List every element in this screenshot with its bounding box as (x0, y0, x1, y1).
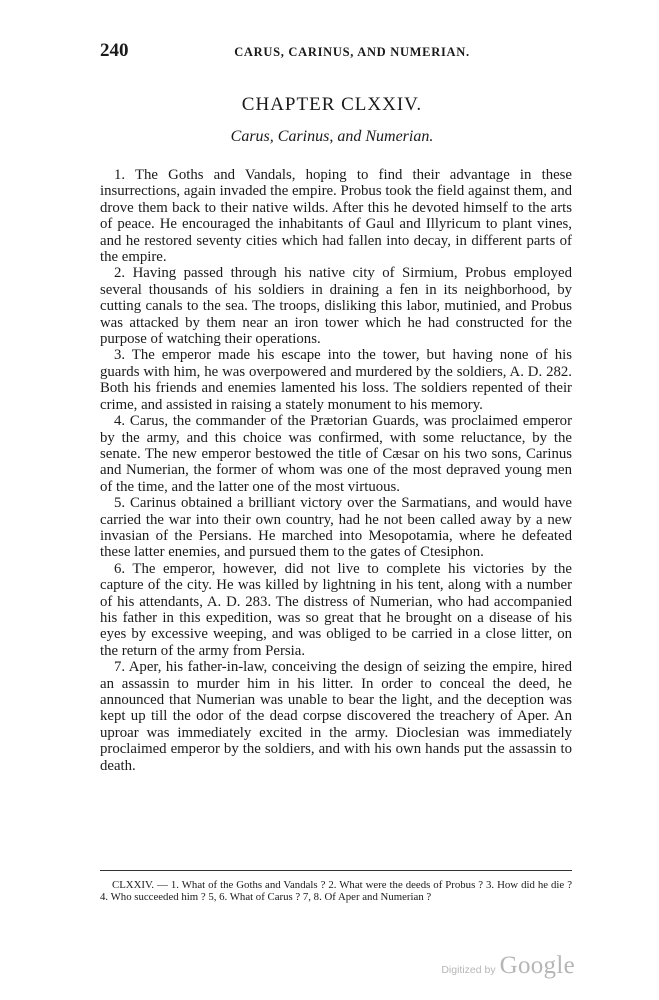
footnote-divider (100, 870, 572, 871)
paragraph-7: 7. Aper, his father-in-law, conceiving the design of seizing the empire, hired an assassin to murder him in his litter. In order to conceal the deed, he announced that Numerian was unable to bear the light, and the deception was kept up till the odor of the dead corpse discovered the treachery of Aper. An uproar was immediately excited in the army. Dioclesian was immediately proclaimed emperor by the soldiers, and with his own hands put the assassin to death. (100, 659, 572, 774)
paragraph-2: 2. Having passed through his native city of Sirmium, Probus employed several thousands of his soldiers in draining a fen in its neighborhood, by cutting canals to the sea. The troops, disliking this labor, mutinied, and Probus was attacked by them near an iron tower which he had constructed for the purpose of watching their operations. (100, 265, 572, 348)
digitized-watermark (441, 952, 575, 980)
chapter-subtitle: Carus, Carinus, and Numerian. (230, 128, 434, 145)
google-logo: Google (499, 952, 575, 979)
paragraph-4: 4. Carus, the commander of the Prætorian Guards, was proclaimed emperor by the army, and this choice was confirmed, with some reluctance, by the senate. The new emperor bestowed the title of Cæsar on his two sons, Carinus and Numerian, the former of whom was one of the most depraved young men of the time, and the latter one of the most virtuous. (100, 413, 572, 495)
watermark-prefix: Digitized by (441, 964, 496, 976)
study-questions-text: CLXXIV. — 1. What of the Goths and Vandals ? 2. What were the deeds of Probus ? 3. How did he die ? 4. Who succeeded him ? 5, 6. What of Carus ? 7, 8. Of Aper and Numerian ? (100, 879, 572, 904)
paragraph-5: 5. Carinus obtained a brilliant victory over the Sarmatians, and would have carried the war into their own country, had he not been called away by a new invasian of the Persians. He marched into Mesopotamia, where he defeated these latter enemies, and pursued them to the gates of Ctesiphon. (100, 495, 572, 561)
paragraph-6: 6. The emperor, however, did not live to complete his victories by the capture of the city. He was killed by lightning in his tent, along with a number of his attendants, A. D. 283. The distress of Numerian, who had accompanied his father in this expedition, was so great that he brought on a disease of his eyes by excessive weeping, and was obliged to be carried in a close litter, on the return of the army from Persia. (100, 560, 572, 659)
paragraph-3: 3. The emperor made his escape into the tower, but having none of his guards with him, he was overpowered and murdered by the soldiers, A. D. 282. Both his friends and enemies lamented his loss. The soldiers repented of their crime, and assisted in raising a stately monument to his memory. (100, 347, 572, 413)
chapter-body (100, 167, 572, 774)
running-head (100, 40, 564, 62)
page-number: 240 (100, 40, 129, 61)
chapter-heading: CHAPTER CLXXIV. (241, 94, 423, 115)
study-questions (100, 879, 572, 903)
paragraph-1: 1. The Goths and Vandals, hoping to find their advantage in these insurrections, again invaded the empire. Probus took the field against them, and drove them back to their native wilds. After this he devoted himself to the arts of peace. He encouraged the inhabitants of Gaul and Illyricum to plant vines, and he restored seventy cities which had fallen into decay, in different parts of the empire. (100, 167, 572, 266)
running-title: CARUS, CARINUS, AND NUMERIAN. (234, 45, 470, 59)
